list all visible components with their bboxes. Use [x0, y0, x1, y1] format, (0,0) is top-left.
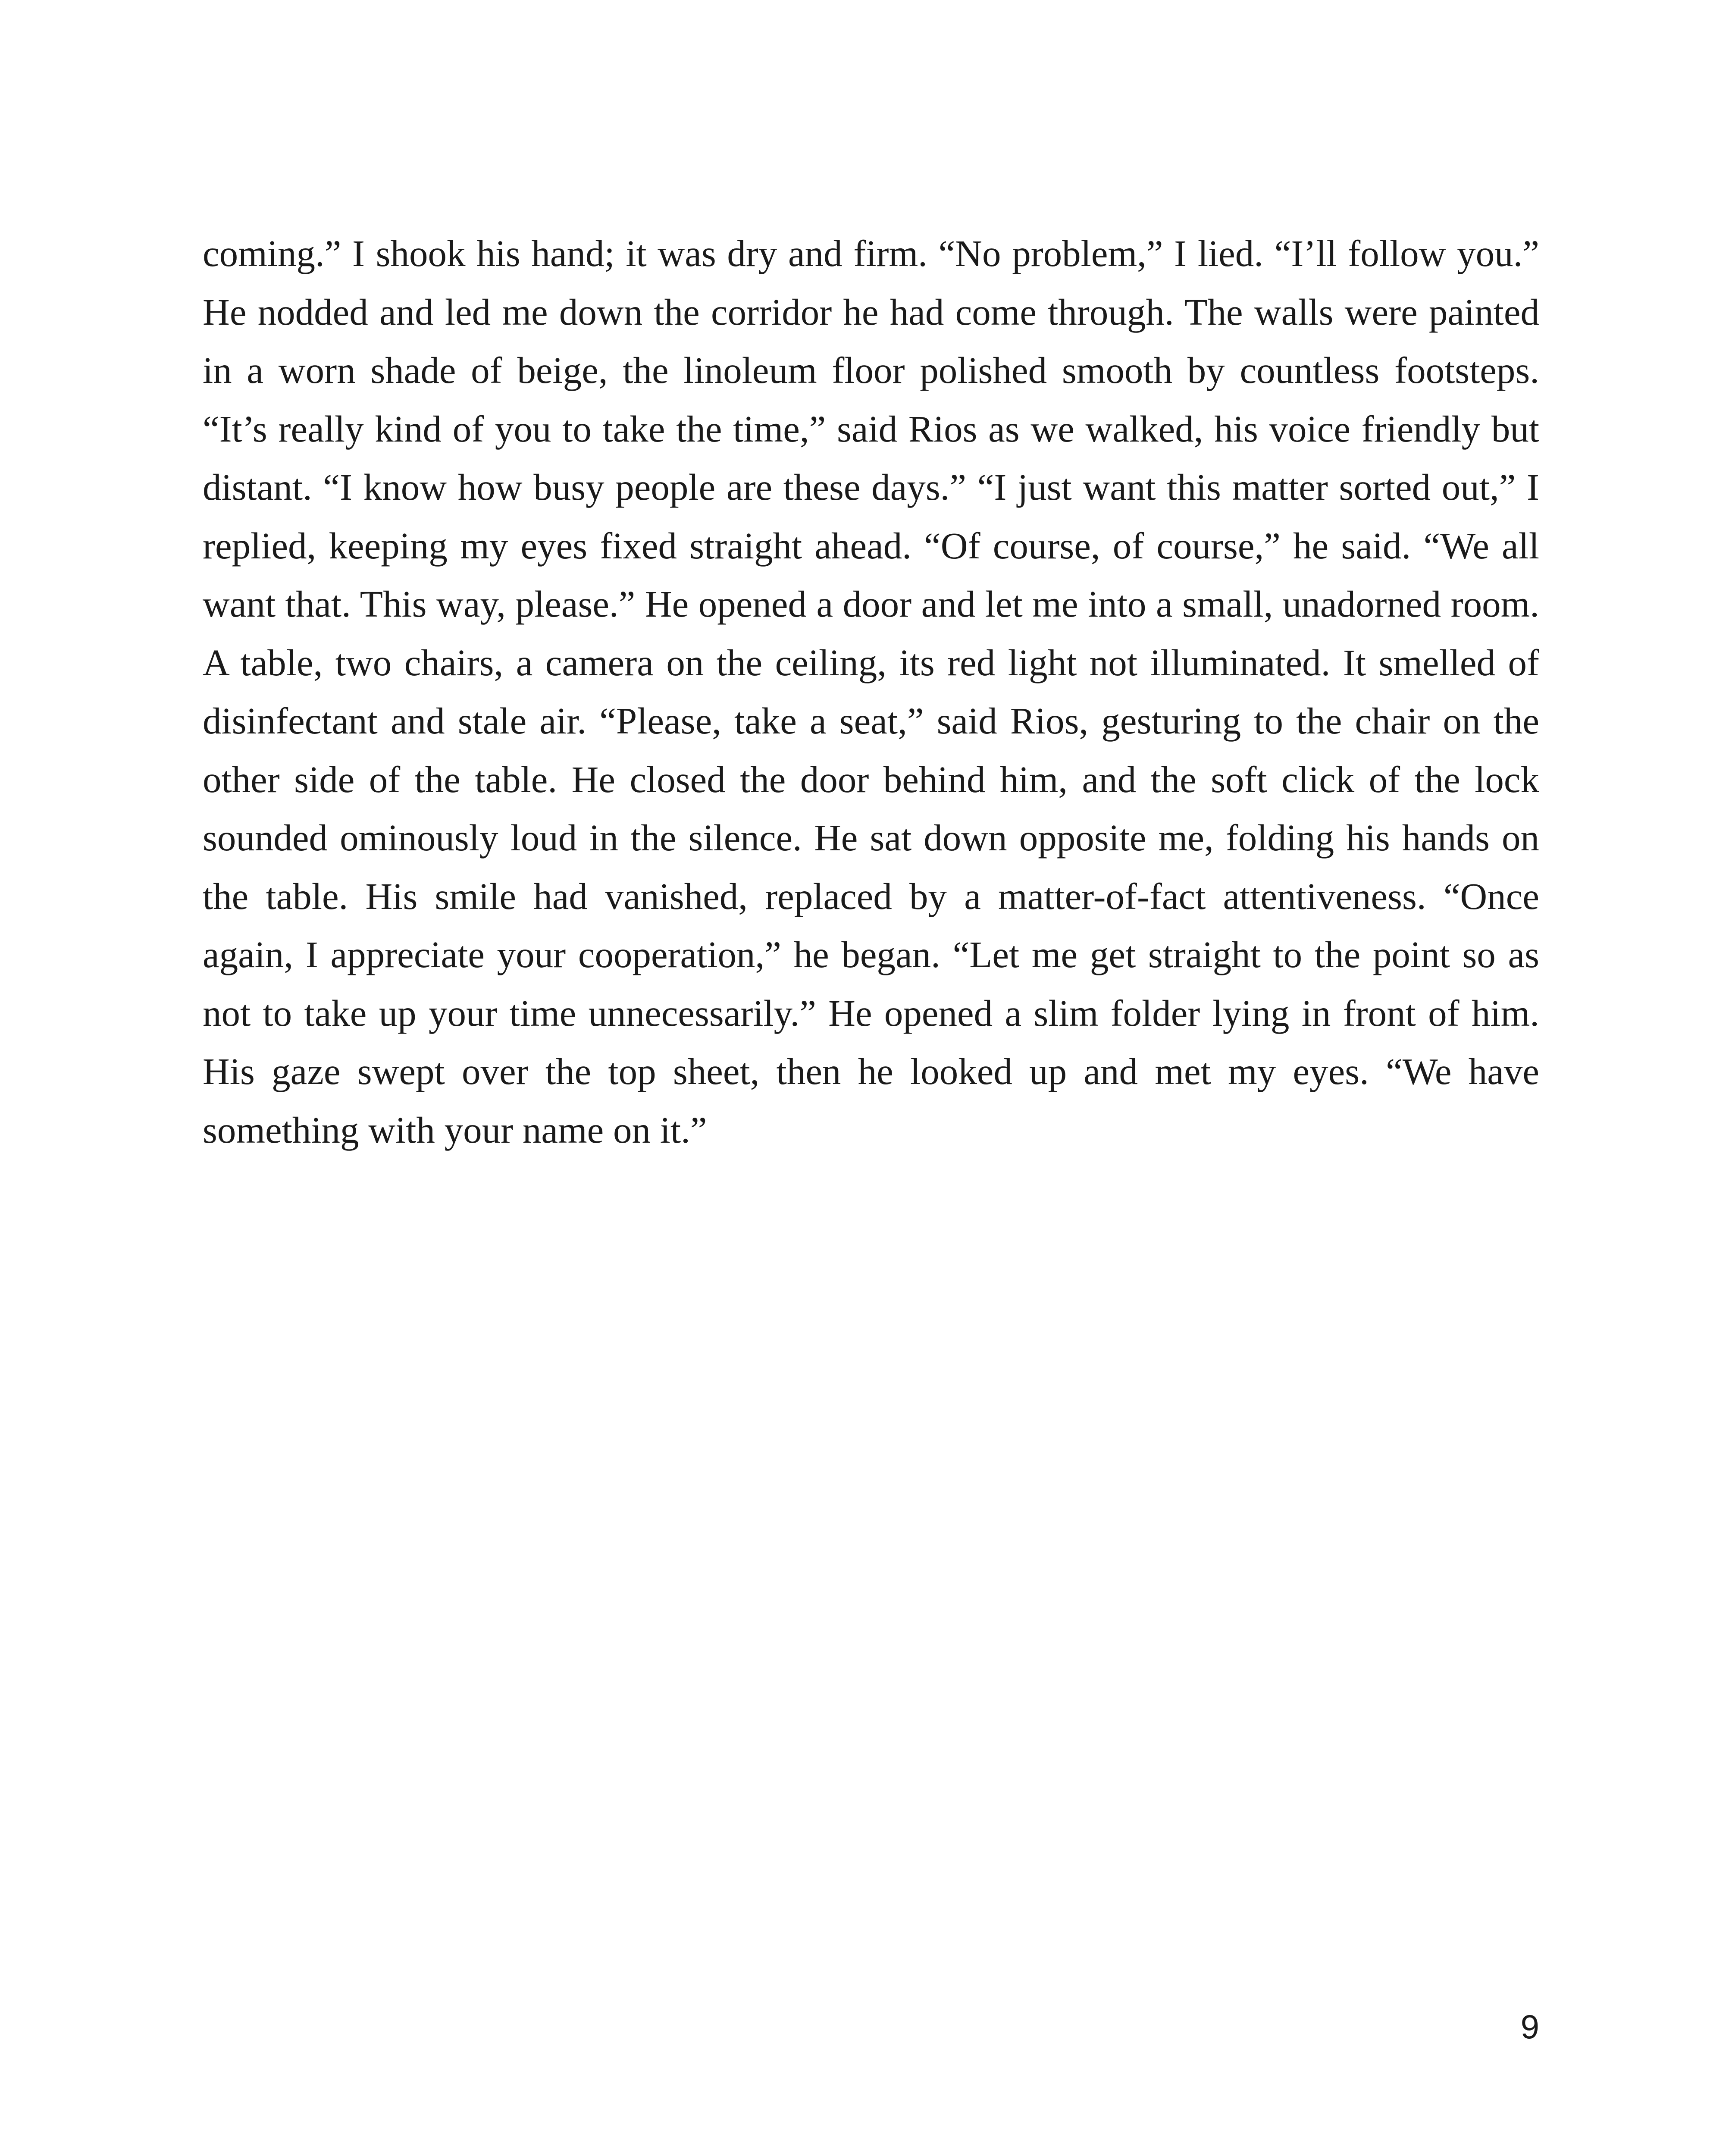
page-number: 9	[1520, 2008, 1539, 2046]
body-paragraph: coming.” I shook his hand; it was dry and firm. “No problem,” I lied. “I’ll follow you.” He nodded and led me down the corridor he had come through. The walls were painted in a worn shade of beige, the linoleum floor polished smooth by countless footsteps. “It’s really kind of you to take the time,” said Rios as we walked, his voice friendly but distant. “I know how busy people are these days.” “I just want this matter sorted out,” I replied, keeping my eyes fixed straight ahead. “Of course, of course,” he said. “We all want that. This way, please.” He opened a door and let me into a small, unadorned room. A table, two chairs, a camera on the ceiling, its red light not illuminated. It smelled of disinfectant and stale air. “Please, take a seat,” said Rios, gesturing to the chair on the other side of the table. He closed the door behind him, and the soft click of the lock sounded ominously loud in the silence. He sat down opposite me, folding his hands on the table. His smile had vanished, replaced by a matter-of-fact attentiveness. “Once again, I appreciate your cooperation,” he began. “Let me get straight to the point so as not to take up your time unnecessarily.” He opened a slim folder lying in front of him. His gaze swept over the top sheet, then he looked up and met my eyes. “We have something with your name on it.”	[203, 232, 1539, 1151]
